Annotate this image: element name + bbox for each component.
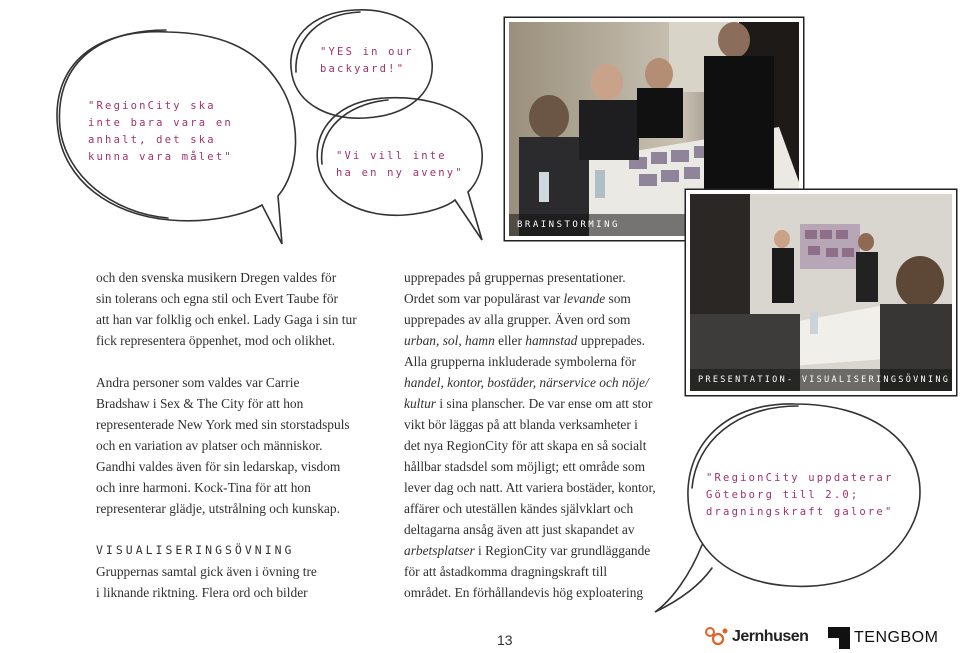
- col2-line: upprepades av alla grupper. Även ord som: [404, 312, 631, 327]
- text-run: upprepades.: [577, 333, 646, 348]
- col1-line: och en variation av platser och människor.: [96, 438, 323, 453]
- text-run: som: [605, 291, 631, 306]
- quote-line: kunna vara målet": [88, 151, 233, 163]
- text-run-italic: kultur: [404, 396, 436, 411]
- col1-line: att han var folklig och enkel. Lady Gaga i sin tur: [96, 312, 357, 327]
- quote-line: anhalt, det ska: [88, 134, 216, 146]
- text-run-italic: levande: [563, 291, 606, 306]
- col1-line: representerade New York med sin storstadspuls: [96, 417, 350, 432]
- quote-line: "YES in our: [320, 46, 414, 58]
- tengbom-logo-text: TENGBOM: [854, 629, 939, 646]
- presentation-caption: PRESENTATION- VISUALISERINGSÖVNING: [690, 369, 952, 391]
- column-1: [96, 267, 386, 603]
- col2-line: vikt bör läggas på att blanda verksamheter i: [404, 417, 638, 432]
- col2-line: [404, 372, 694, 393]
- quote-line: "RegionCity ska: [88, 100, 216, 112]
- presentation-image: [690, 194, 952, 391]
- quote-line: dragningskraft galore": [706, 506, 894, 518]
- quote-line: backyard!": [320, 63, 406, 75]
- col2-line: Alla grupperna inkluderade symbolerna för: [404, 354, 637, 369]
- col1-line: i liknande riktning. Flera ord och bilder: [96, 585, 308, 600]
- quote-line: "RegionCity uppdaterar: [706, 472, 894, 484]
- col2-line: [404, 540, 694, 561]
- col2-line: hållbar stadsdel som möjligt; ett område som: [404, 459, 645, 474]
- col2-line: det nya RegionCity för att skapa en så socialt: [404, 438, 647, 453]
- col2-line: affärer och uteställen kändes självklart och: [404, 501, 634, 516]
- col2-line: området. En förhållandevis hög exploatering: [404, 585, 644, 600]
- text-run-italic: handel, kontor, bostäder, närservice och nöje/: [404, 375, 649, 390]
- tengbom-logo-icon: [828, 627, 850, 649]
- photo-presentation: [686, 190, 956, 395]
- col1-line: fick representera öppenhet, mod och olikhet.: [96, 333, 336, 348]
- col2-line: [404, 330, 694, 351]
- col1-line: Bradshaw i Sex & The City för att hon: [96, 396, 304, 411]
- col2-line: [404, 288, 694, 309]
- col2-line: [404, 393, 694, 414]
- quote-line: "Vi vill inte: [336, 150, 447, 162]
- col1-line: och den svenska musikern Dregen valdes för: [96, 270, 337, 285]
- jernhusen-logo-icon: [704, 625, 730, 649]
- quote-line: inte bara vara en: [88, 117, 233, 129]
- text-run-italic: arbetsplatser: [404, 543, 475, 558]
- quote-ny-aveny: [336, 148, 464, 182]
- tengbom-logo: [828, 626, 938, 650]
- col1-line: Andra personer som valdes var Carrie: [96, 375, 300, 390]
- col1-line: sin tolerans och egna stil och Evert Taube för: [96, 291, 339, 306]
- col1-line: Gruppernas samtal gick även i övning tre: [96, 564, 317, 579]
- text-run: i RegionCity var grundläggande: [474, 543, 651, 558]
- column-2: [404, 267, 694, 603]
- quote-regioncity-malet: [88, 98, 233, 166]
- jernhusen-logo: [704, 624, 808, 650]
- quote-line: ha en ny aveny": [336, 167, 464, 179]
- col1-line: Gandhi valdes även för sin ledarskap, visdom: [96, 459, 341, 474]
- col2-line: upprepades på gruppernas presentationer.: [404, 270, 626, 285]
- quote-goteborg-20: [706, 470, 893, 521]
- col2-line: för att åstadkomma dragningskraft till: [404, 564, 608, 579]
- quote-line: Göteborg till 2.0;: [706, 489, 860, 501]
- text-run: Ordet som var populärast var: [404, 291, 564, 306]
- quote-yes-backyard: [320, 44, 414, 78]
- col2-line: deltagarna ansåg även att just skapandet av: [404, 522, 635, 537]
- col1-line: och inre harmoni. Kock-Tina för att hon: [96, 480, 311, 495]
- text-run: i sina planscher. De var ense om att stor: [436, 396, 653, 411]
- brainstorming-caption: BRAINSTORMING: [509, 214, 799, 236]
- text-run-italic: urban, sol, hamn: [404, 333, 495, 348]
- text-run-italic: hamnstad: [525, 333, 578, 348]
- jernhusen-logo-text: Jernhusen: [732, 628, 809, 645]
- page-number: 13: [497, 632, 513, 648]
- text-run: eller: [494, 333, 526, 348]
- col2-line: lever dag och natt. Att variera bostäder, kontor,: [404, 480, 656, 495]
- section-heading-visualiseringsovning: VISUALISERINGSÖVNING: [96, 543, 295, 557]
- col1-line: representerar glädje, utstrålning och kunskap.: [96, 501, 340, 516]
